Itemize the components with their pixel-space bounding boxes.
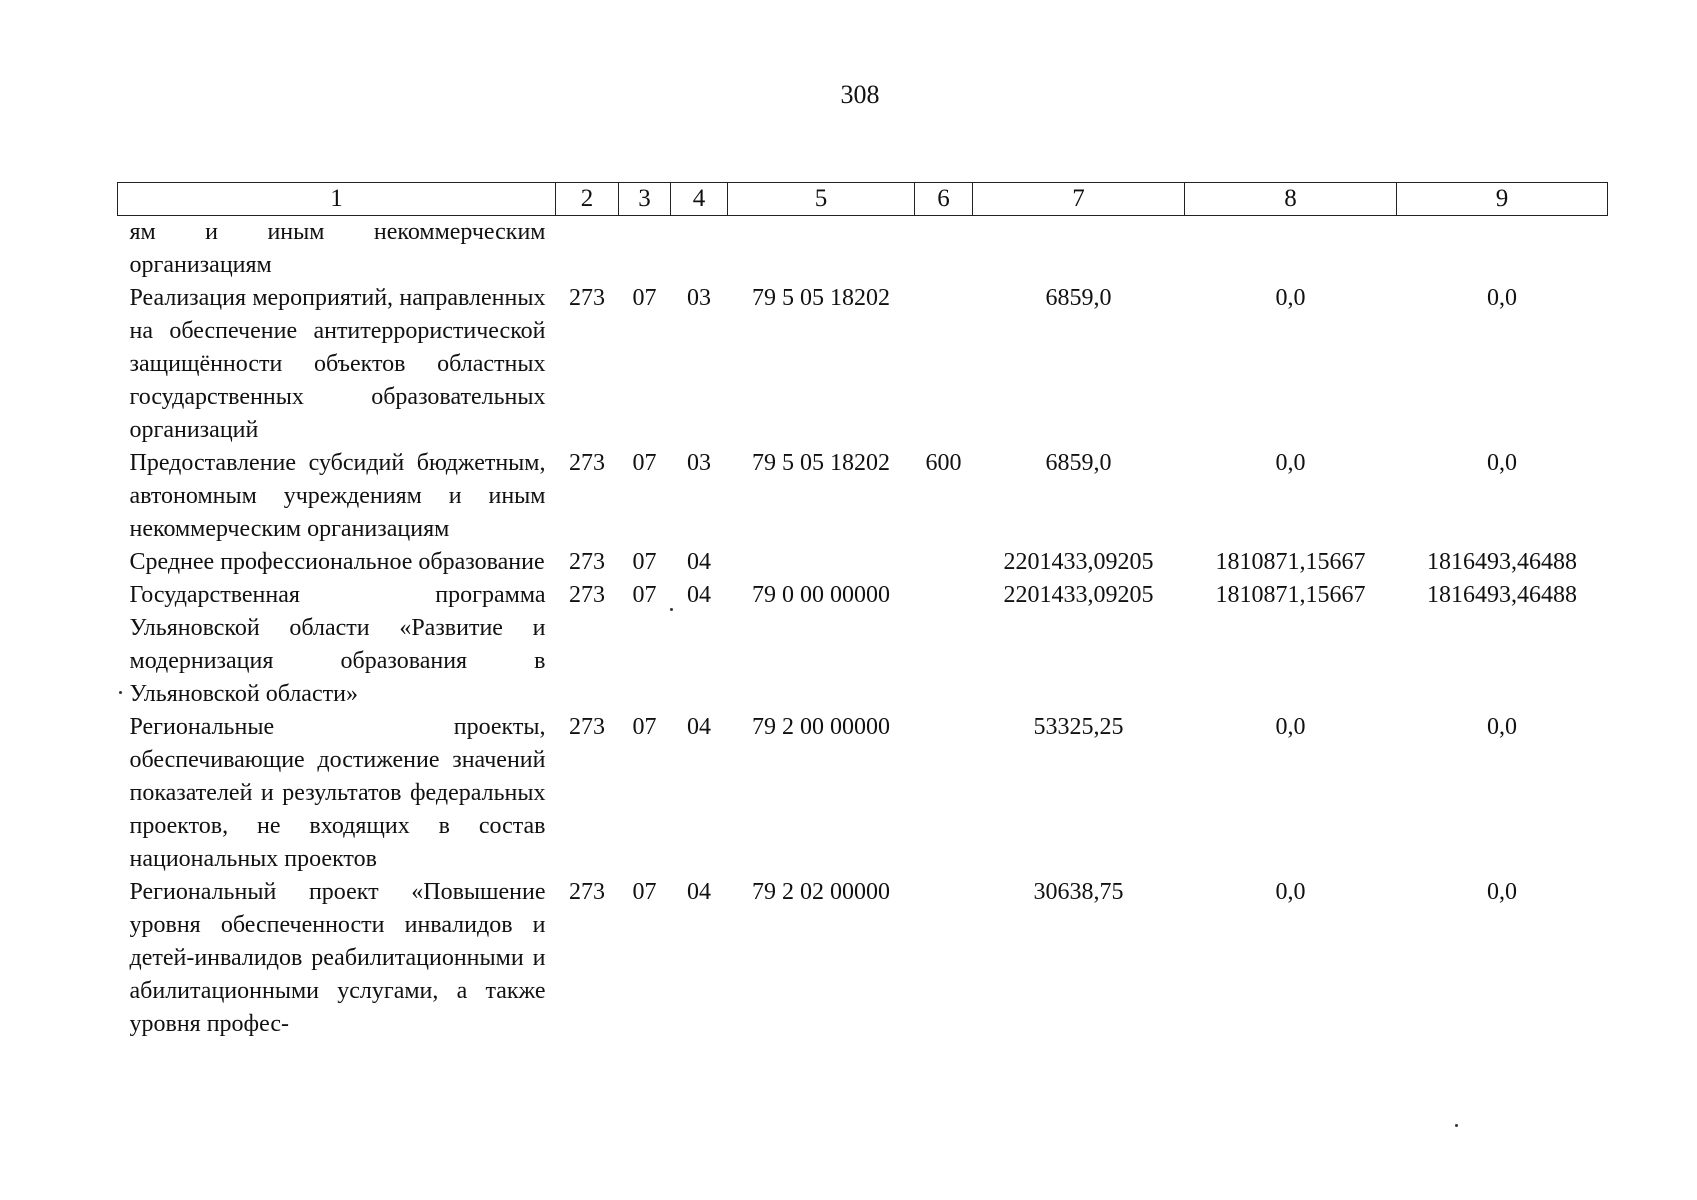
table-row [118, 546, 1608, 579]
cell-section: 07 [632, 450, 657, 476]
page-number: 308 [840, 80, 880, 109]
cell-subsection: 03 [687, 450, 711, 476]
cell-amount-9: 0,0 [1487, 714, 1517, 740]
cell-ministry-code: 273 [569, 582, 605, 608]
cell-amount-7: 6859,0 [1045, 285, 1112, 311]
cell-amount-8 [1185, 216, 1397, 283]
cell-section: 07 [632, 582, 657, 608]
cell-amount-7: 53325,25 [1033, 714, 1124, 740]
cell-amount-9 [1397, 216, 1608, 283]
column-header-7: 7 [973, 183, 1185, 216]
cell-ministry-code: 273 [569, 714, 605, 740]
cell-expense-type [915, 711, 973, 876]
cell-section: 07 [632, 285, 657, 311]
column-header-3: 3 [619, 183, 671, 216]
cell-amount-9: 0,0 [1487, 285, 1517, 311]
cell-expense-type [915, 579, 973, 711]
row-description: Государственная программа Ульяновской области «Развитие и модернизация образования в Ульяновской области» [129, 582, 546, 707]
cell-amount-8: 0,0 [1275, 285, 1306, 311]
cell-target-article: 79 2 02 00000 [752, 879, 890, 905]
row-description: ям и иным некоммерческим организациям [129, 219, 546, 278]
cell-amount-8: 0,0 [1275, 450, 1306, 476]
scan-speck [1455, 1124, 1458, 1127]
cell-target-article [728, 216, 915, 283]
table-row [118, 711, 1608, 876]
cell-subsection: 04 [687, 549, 711, 575]
cell-amount-8: 1810871,15667 [1215, 549, 1366, 575]
column-header-9: 9 [1397, 183, 1608, 216]
row-description: Реализация мероприятий, направленных на обеспечение антитеррористической защищённости объектов областных государственных образовательных организаций [129, 285, 546, 443]
table-row [118, 216, 1608, 283]
column-header-5: 5 [728, 183, 915, 216]
column-header-4: 4 [671, 183, 728, 216]
cell-amount-8: 0,0 [1275, 714, 1306, 740]
cell-amount-7: 2201433,09205 [1003, 582, 1154, 608]
table-row [118, 282, 1608, 447]
cell-expense-type [915, 546, 973, 579]
cell-amount-7: 6859,0 [1045, 450, 1112, 476]
cell-ministry-code: 273 [569, 450, 605, 476]
budget-table [117, 182, 1608, 1041]
cell-expense-type: 600 [925, 450, 962, 476]
scan-speck [119, 691, 122, 694]
row-description: Предоставление субсидий бюджетным, автономным учреждениям и иным некоммерческим организациям [129, 450, 546, 542]
cell-section [619, 216, 671, 283]
cell-expense-type [915, 282, 973, 447]
cell-section: 07 [632, 879, 657, 905]
cell-ministry-code: 273 [569, 549, 605, 575]
cell-target-article [728, 546, 915, 579]
cell-subsection: 04 [687, 879, 711, 905]
cell-target-article: 79 5 05 18202 [752, 285, 890, 311]
cell-subsection: 04 [687, 582, 711, 608]
column-header-2: 2 [556, 183, 619, 216]
row-description: Региональные проекты, обеспечивающие достижение значений показателей и результатов федеральных проектов, не входящих в состав национальных проектов [129, 714, 546, 872]
cell-subsection [671, 216, 728, 283]
cell-amount-8: 1810871,15667 [1215, 582, 1366, 608]
cell-section: 07 [632, 549, 657, 575]
scan-speck [670, 608, 673, 611]
cell-target-article: 79 2 00 00000 [752, 714, 890, 740]
header-row [118, 183, 1608, 216]
cell-expense-type [915, 876, 973, 1041]
cell-target-article: 79 0 00 00000 [752, 582, 890, 608]
cell-amount-7: 30638,75 [1033, 879, 1124, 905]
cell-ministry-code [556, 216, 619, 283]
cell-subsection: 04 [687, 714, 711, 740]
table-row [118, 447, 1608, 546]
cell-ministry-code: 273 [569, 879, 605, 905]
cell-amount-8: 0,0 [1275, 879, 1306, 905]
cell-section: 07 [632, 714, 657, 740]
table-row [118, 579, 1608, 711]
cell-amount-9: 1816493,46488 [1427, 582, 1577, 608]
cell-amount-9: 0,0 [1487, 450, 1517, 476]
column-header-1: 1 [118, 183, 556, 216]
column-header-8: 8 [1185, 183, 1397, 216]
row-description: Региональный проект «Повышение уровня обеспеченности инвалидов и детей-инвалидов реабилитационными и абилитационными услугами, а также уровня профес- [129, 879, 546, 1037]
cell-amount-9: 0,0 [1487, 879, 1517, 905]
row-description: Среднее профессиональное образование [129, 549, 545, 575]
table-row [118, 876, 1608, 1041]
cell-amount-7: 2201433,09205 [1003, 549, 1154, 575]
cell-amount-9: 1816493,46488 [1427, 549, 1577, 575]
cell-ministry-code: 273 [569, 285, 605, 311]
column-header-6: 6 [915, 183, 973, 216]
cell-target-article: 79 5 05 18202 [752, 450, 890, 476]
cell-subsection: 03 [687, 285, 711, 311]
cell-amount-7 [973, 216, 1185, 283]
cell-expense-type [915, 216, 973, 283]
